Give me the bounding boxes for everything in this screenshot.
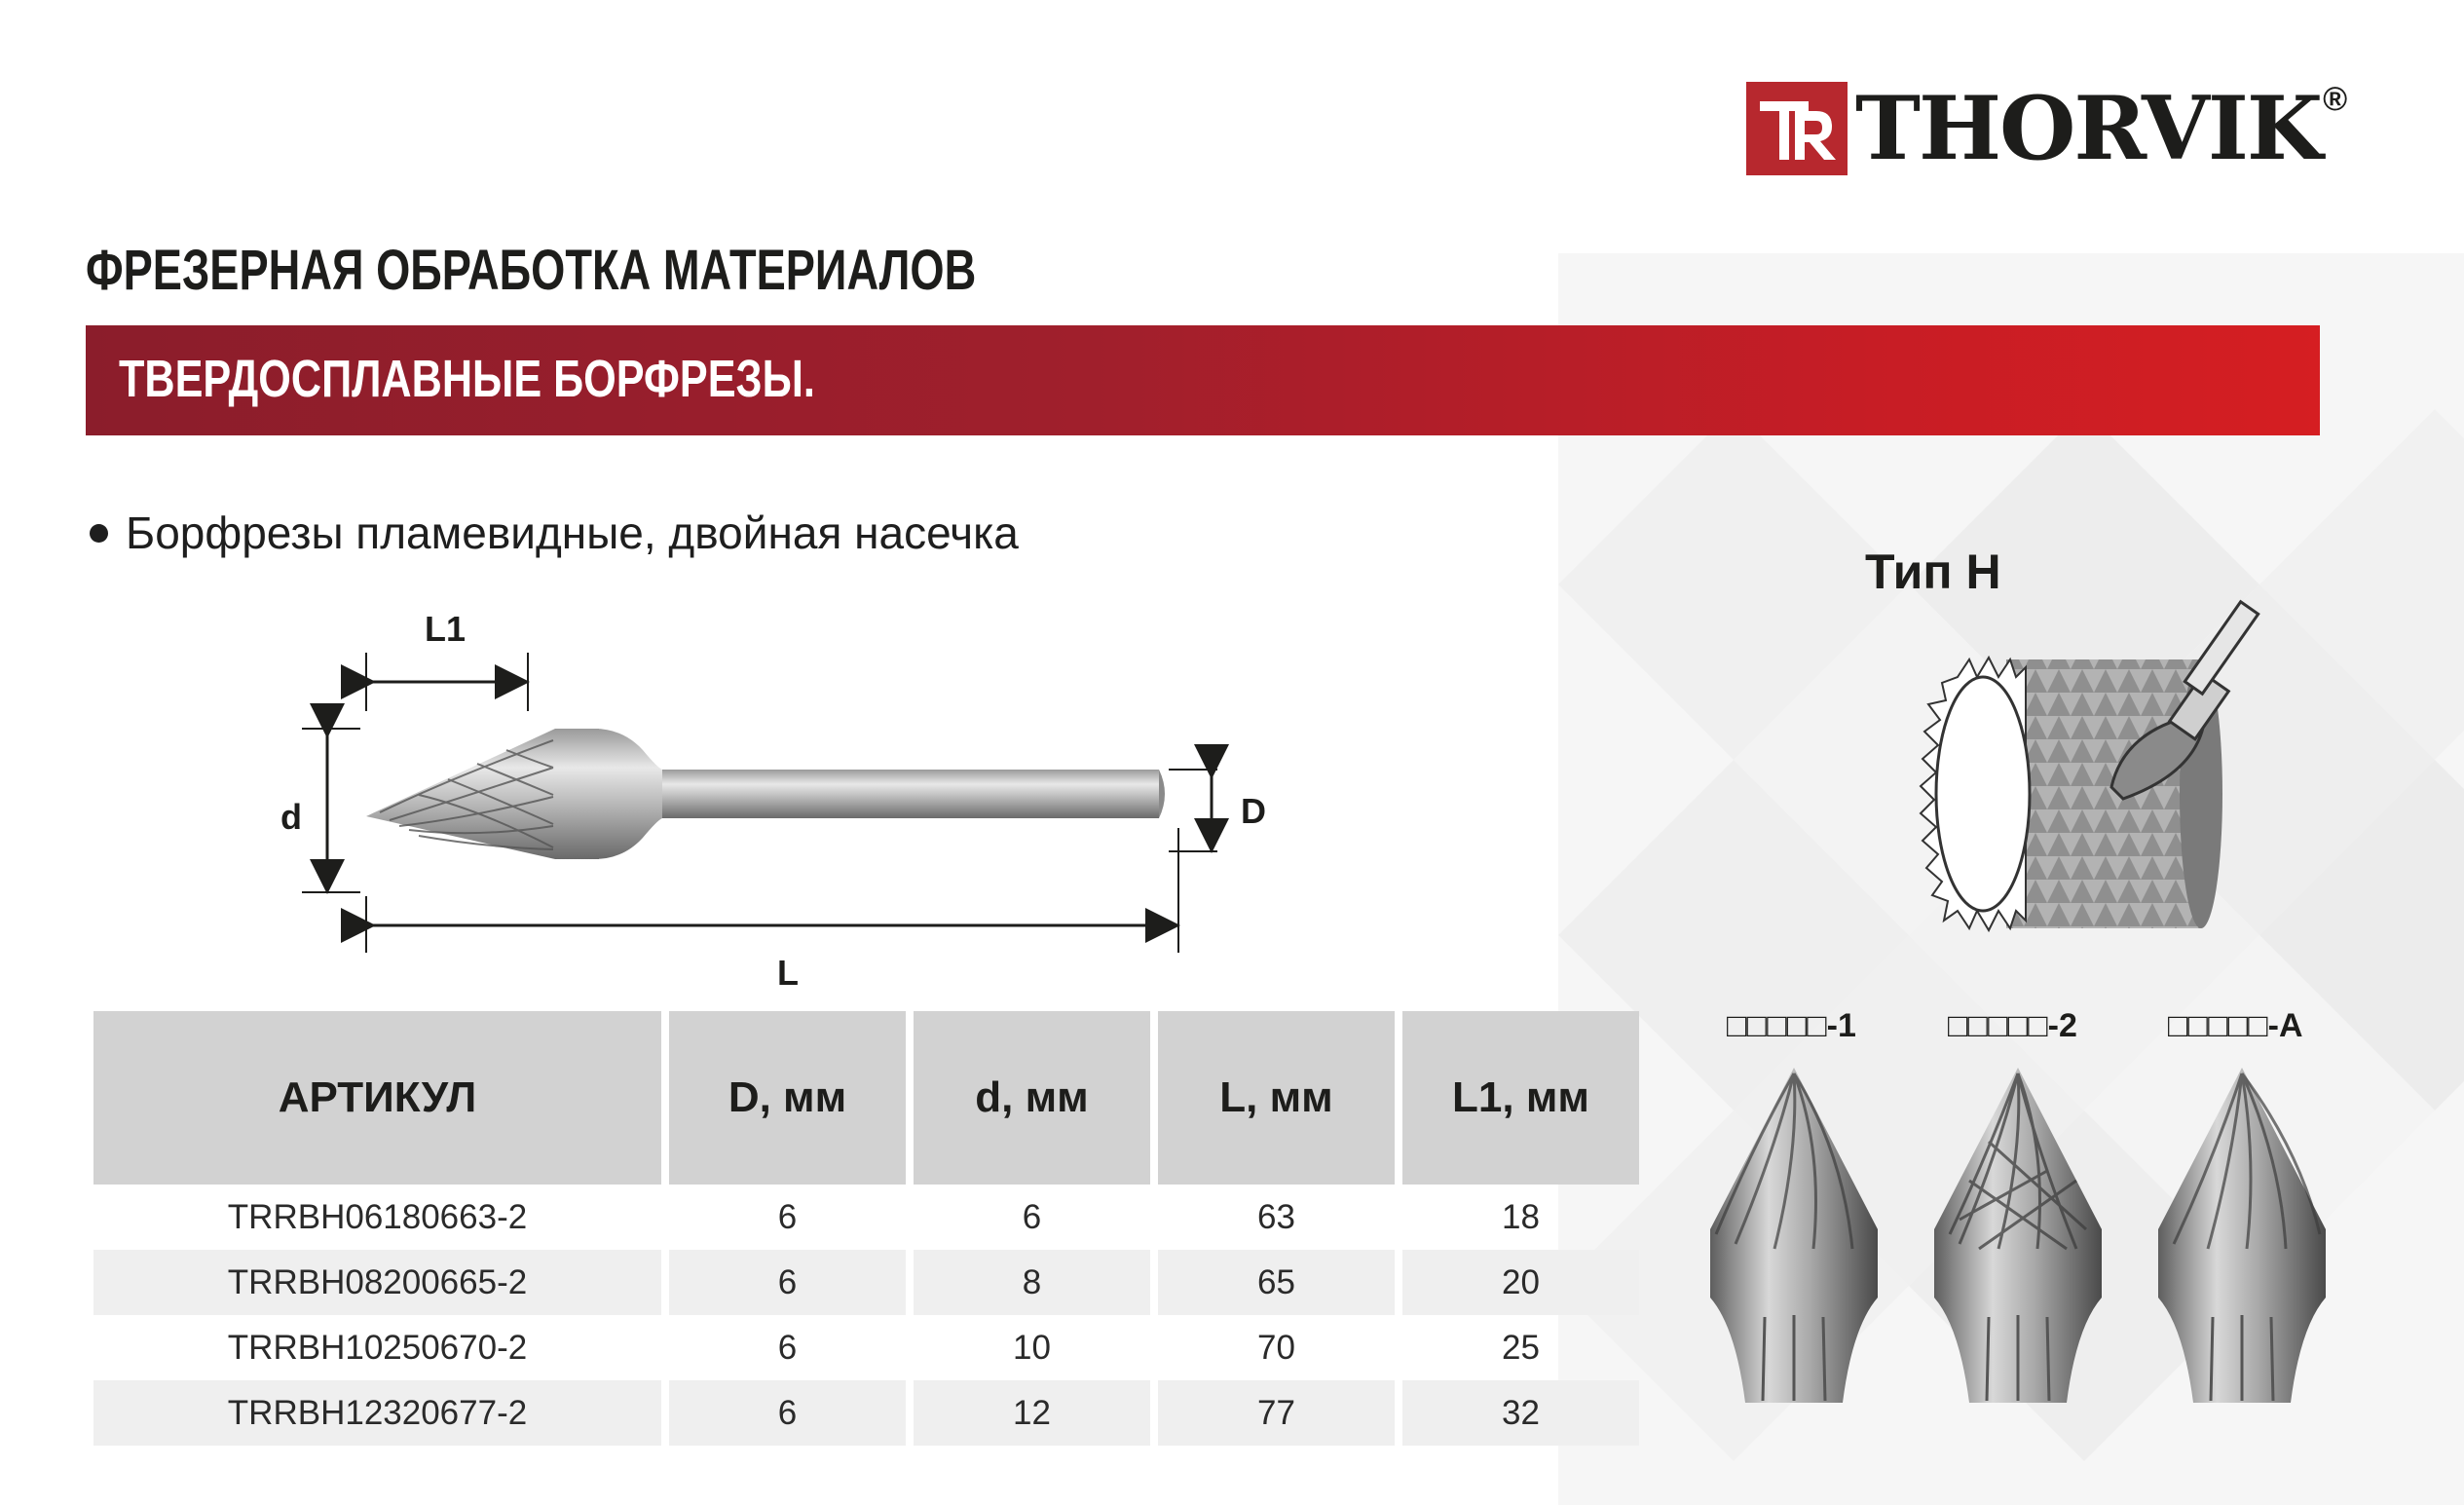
burr-photo-variant-1 xyxy=(1706,1064,1882,1403)
column-header-L1: L1, мм xyxy=(1402,1011,1639,1185)
cell-d: 8 xyxy=(914,1250,1150,1315)
variant-label-2: □□□□□-2 xyxy=(1948,1007,2077,1044)
bullet-icon xyxy=(90,524,108,543)
cell-d: 12 xyxy=(914,1380,1150,1446)
cell-D: 6 xyxy=(777,1197,798,1236)
dim-label-l: L xyxy=(777,953,799,993)
column-header-D: D, мм xyxy=(669,1011,906,1185)
cell-L: 77 xyxy=(1158,1380,1395,1446)
thorvik-logo-mark-icon xyxy=(1746,82,1848,175)
dim-label-d-large: D xyxy=(1241,791,1266,831)
variant-label-1: □□□□□-1 xyxy=(1727,1007,1856,1044)
cell-article: TRRBH06180663-2 xyxy=(227,1197,528,1236)
cell-L1: 18 xyxy=(1502,1197,1540,1236)
cell-L1: 20 xyxy=(1402,1250,1639,1315)
burr-photo-variant-a xyxy=(2154,1064,2330,1403)
column-header-d: d, мм xyxy=(914,1011,1150,1185)
cell-D: 6 xyxy=(669,1250,906,1315)
cut-type-title: Тип H xyxy=(1865,545,2001,599)
specifications-table xyxy=(86,1011,1647,1446)
burr-photo-variant-2 xyxy=(1930,1064,2106,1403)
cell-d: 6 xyxy=(1022,1197,1042,1236)
variant-label-a: □□□□□-A xyxy=(2168,1007,2303,1044)
product-description xyxy=(90,507,1019,559)
cell-L1: 25 xyxy=(1502,1328,1540,1367)
table-row xyxy=(93,1185,1639,1250)
cell-L: 63 xyxy=(1257,1197,1295,1236)
banner-title: ТВЕРДОСПЛАВНЫЕ БОРФРЕЗЫ. xyxy=(119,350,815,408)
cell-L: 70 xyxy=(1257,1328,1295,1367)
brand-name: THORVIK xyxy=(1855,77,2322,180)
cell-article: TRRBH08200665-2 xyxy=(93,1250,661,1315)
column-header-article: АРТИКУЛ xyxy=(93,1011,661,1185)
cell-D: 6 xyxy=(669,1380,906,1446)
bullet-text: Борфрезы пламевидные, двойная насечка xyxy=(126,508,1019,558)
cell-article: TRRBH12320677-2 xyxy=(93,1380,661,1446)
column-header-L: L, мм xyxy=(1158,1011,1395,1185)
cell-L: 65 xyxy=(1158,1250,1395,1315)
dim-label-d-small: d xyxy=(280,797,302,837)
cell-article: TRRBH10250670-2 xyxy=(227,1328,528,1367)
cell-d: 10 xyxy=(1013,1328,1051,1367)
brand-logo xyxy=(1746,77,2348,180)
registered-mark: ® xyxy=(2323,80,2348,118)
cell-L1: 32 xyxy=(1402,1380,1639,1446)
table-row xyxy=(93,1250,1639,1315)
cut-type-illustration xyxy=(1919,599,2298,950)
table-header-row xyxy=(93,1011,1639,1185)
table-row xyxy=(93,1380,1639,1446)
page-heading: ФРЕЗЕРНАЯ ОБРАБОТКА МАТЕРИАЛОВ xyxy=(86,239,977,302)
burr-dimension-drawing xyxy=(273,604,1305,994)
cell-D: 6 xyxy=(777,1328,798,1367)
dim-label-l1: L1 xyxy=(425,609,467,649)
table-row xyxy=(93,1315,1639,1380)
section-banner xyxy=(86,325,2320,435)
